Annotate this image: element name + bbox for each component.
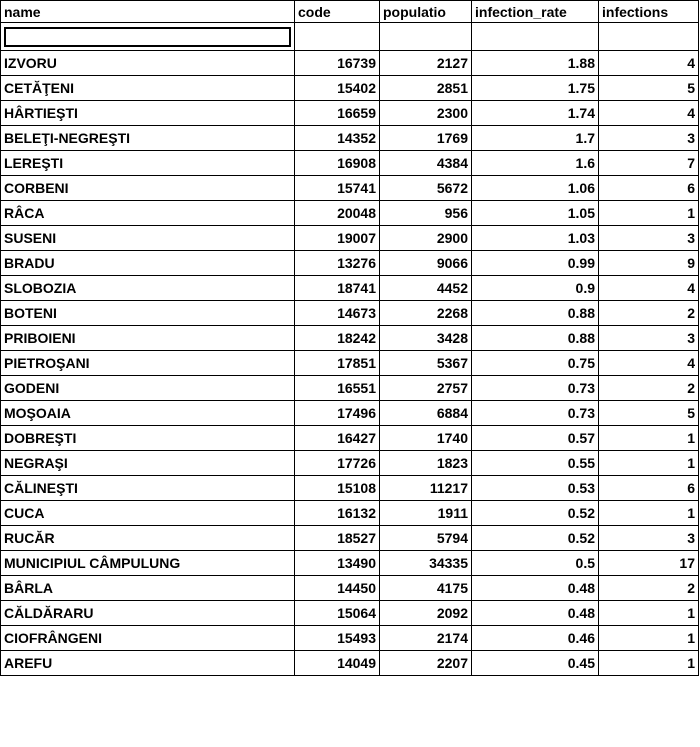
cell-infection-rate[interactable]: 1.74: [472, 101, 599, 126]
cell-infections[interactable]: 3: [599, 526, 699, 551]
cell-code[interactable]: 16132: [295, 501, 380, 526]
cell-infection-rate[interactable]: 0.75: [472, 351, 599, 376]
cell-infections[interactable]: 1: [599, 626, 699, 651]
cell-infection-rate[interactable]: 1.7: [472, 126, 599, 151]
table-row: [1, 51, 699, 76]
cell-infections[interactable]: 1: [599, 201, 699, 226]
cell-infection-rate[interactable]: 0.5: [472, 551, 599, 576]
cell-population[interactable]: 2174: [380, 626, 472, 651]
cell-code[interactable]: 16908: [295, 151, 380, 176]
cell-population[interactable]: 5672: [380, 176, 472, 201]
cell-infections[interactable]: 1: [599, 501, 699, 526]
cell-name[interactable]: CORBENI: [1, 176, 295, 201]
cell-infection-rate[interactable]: 0.55: [472, 451, 599, 476]
cell-infection-rate[interactable]: 0.73: [472, 401, 599, 426]
cell-population[interactable]: 5367: [380, 351, 472, 376]
column-header-name[interactable]: name: [1, 1, 295, 23]
cell-infection-rate[interactable]: 0.99: [472, 251, 599, 276]
table-row: [1, 351, 699, 376]
cell-name[interactable]: PRIBOIENI: [1, 326, 295, 351]
cell-code[interactable]: 17496: [295, 401, 380, 426]
cell-code[interactable]: 19007: [295, 226, 380, 251]
table-row: [1, 126, 699, 151]
cell-population[interactable]: 2300: [380, 101, 472, 126]
table-row: [1, 376, 699, 401]
table-row: [1, 251, 699, 276]
cell-code[interactable]: 18741: [295, 276, 380, 301]
cell-name[interactable]: RUCĂR: [1, 526, 295, 551]
empty-cell[interactable]: [295, 23, 380, 51]
cell-name[interactable]: MOŞOAIA: [1, 401, 295, 426]
cell-name[interactable]: SLOBOZIA: [1, 276, 295, 301]
cell-infection-rate[interactable]: 1.06: [472, 176, 599, 201]
cell-code[interactable]: 15108: [295, 476, 380, 501]
table-row: [1, 626, 699, 651]
cell-code[interactable]: 14450: [295, 576, 380, 601]
cell-code[interactable]: 15402: [295, 76, 380, 101]
cell-infections[interactable]: 1: [599, 426, 699, 451]
cell-infection-rate[interactable]: 1.6: [472, 151, 599, 176]
cell-infections[interactable]: 1: [599, 651, 699, 676]
cell-population[interactable]: 6884: [380, 401, 472, 426]
cell-infection-rate[interactable]: 0.53: [472, 476, 599, 501]
cell-population[interactable]: 2127: [380, 51, 472, 76]
cell-name[interactable]: BOTENI: [1, 301, 295, 326]
cell-infections[interactable]: 5: [599, 76, 699, 101]
cell-infections[interactable]: 2: [599, 576, 699, 601]
cell-infection-rate[interactable]: 0.45: [472, 651, 599, 676]
table-row: [1, 326, 699, 351]
cell-infection-rate[interactable]: 0.57: [472, 426, 599, 451]
cell-population[interactable]: 4384: [380, 151, 472, 176]
column-header-population[interactable]: populatio: [380, 1, 472, 23]
table-row: [1, 576, 699, 601]
cell-name[interactable]: CUCA: [1, 501, 295, 526]
cell-code[interactable]: 18242: [295, 326, 380, 351]
cell-name[interactable]: CIOFRÂNGENI: [1, 626, 295, 651]
table-row: [1, 276, 699, 301]
cell-infection-rate[interactable]: 0.73: [472, 376, 599, 401]
column-header-infection-rate[interactable]: infection_rate: [472, 1, 599, 23]
cell-name[interactable]: HÂRTIEŞTI: [1, 101, 295, 126]
cell-population[interactable]: 1769: [380, 126, 472, 151]
table-row: [1, 451, 699, 476]
cell-infections[interactable]: 2: [599, 376, 699, 401]
table-row: [1, 501, 699, 526]
cell-infection-rate[interactable]: 0.48: [472, 601, 599, 626]
empty-cell[interactable]: [599, 23, 699, 51]
cell-name[interactable]: LEREŞTI: [1, 151, 295, 176]
table-row: [1, 151, 699, 176]
cell-code[interactable]: 15741: [295, 176, 380, 201]
cell-code[interactable]: 13276: [295, 251, 380, 276]
cell-code[interactable]: 16551: [295, 376, 380, 401]
cell-infections[interactable]: 2: [599, 301, 699, 326]
cell-infection-rate[interactable]: 1.88: [472, 51, 599, 76]
empty-cell[interactable]: [380, 23, 472, 51]
cell-population[interactable]: 4175: [380, 576, 472, 601]
cell-population[interactable]: 5794: [380, 526, 472, 551]
cell-infections[interactable]: 9: [599, 251, 699, 276]
table-row: [1, 176, 699, 201]
header-row: [1, 1, 699, 23]
cell-name[interactable]: CETĂŢENI: [1, 76, 295, 101]
cell-code[interactable]: 20048: [295, 201, 380, 226]
cell-infection-rate[interactable]: 1.05: [472, 201, 599, 226]
cell-code[interactable]: 14673: [295, 301, 380, 326]
cell-infections[interactable]: 4: [599, 351, 699, 376]
cell-infection-rate[interactable]: 0.9: [472, 276, 599, 301]
cell-infection-rate[interactable]: 0.46: [472, 626, 599, 651]
cell-code[interactable]: 14352: [295, 126, 380, 151]
cell-infection-rate[interactable]: 0.88: [472, 301, 599, 326]
cell-infections[interactable]: 5: [599, 401, 699, 426]
cell-population[interactable]: 2851: [380, 76, 472, 101]
cell-code[interactable]: 17851: [295, 351, 380, 376]
cell-infections[interactable]: 3: [599, 226, 699, 251]
table-row: [1, 551, 699, 576]
cell-infection-rate[interactable]: 0.88: [472, 326, 599, 351]
cell-infections[interactable]: 3: [599, 326, 699, 351]
cell-infections[interactable]: 17: [599, 551, 699, 576]
cell-name[interactable]: BRADU: [1, 251, 295, 276]
cell-name[interactable]: NEGRAŞI: [1, 451, 295, 476]
cell-name[interactable]: DOBREŞTI: [1, 426, 295, 451]
cell-population[interactable]: 34335: [380, 551, 472, 576]
table-row: [1, 401, 699, 426]
cell-infections[interactable]: 4: [599, 51, 699, 76]
cell-code[interactable]: 16739: [295, 51, 380, 76]
selected-cell[interactable]: [1, 23, 295, 51]
table-row: [1, 301, 699, 326]
cell-code[interactable]: 17726: [295, 451, 380, 476]
column-header-code[interactable]: code: [295, 1, 380, 23]
cell-population[interactable]: 3428: [380, 326, 472, 351]
cell-name[interactable]: CĂLINEŞTI: [1, 476, 295, 501]
cell-infection-rate[interactable]: 1.75: [472, 76, 599, 101]
cell-population[interactable]: 2268: [380, 301, 472, 326]
cell-code[interactable]: 15493: [295, 626, 380, 651]
table-row: [1, 476, 699, 501]
cell-infection-rate[interactable]: 0.52: [472, 501, 599, 526]
cell-infections[interactable]: 7: [599, 151, 699, 176]
cell-name[interactable]: PIETROŞANI: [1, 351, 295, 376]
cell-population[interactable]: 4452: [380, 276, 472, 301]
table-row: [1, 526, 699, 551]
cell-code[interactable]: 13490: [295, 551, 380, 576]
cell-name[interactable]: SUSENI: [1, 226, 295, 251]
cell-code[interactable]: 16659: [295, 101, 380, 126]
table-row: [1, 601, 699, 626]
cell-name[interactable]: MUNICIPIUL CÂMPULUNG: [1, 551, 295, 576]
cell-name[interactable]: BELEŢI-NEGREŞTI: [1, 126, 295, 151]
cell-name[interactable]: RÂCA: [1, 201, 295, 226]
cell-code[interactable]: 18527: [295, 526, 380, 551]
cell-infections[interactable]: 4: [599, 101, 699, 126]
table-row: [1, 201, 699, 226]
cell-name[interactable]: AREFU: [1, 651, 295, 676]
table-row: [1, 226, 699, 251]
cell-infections[interactable]: 6: [599, 476, 699, 501]
cell-infections[interactable]: 3: [599, 126, 699, 151]
filter-row: [1, 23, 699, 51]
cell-infection-rate[interactable]: 0.52: [472, 526, 599, 551]
cell-population[interactable]: 1740: [380, 426, 472, 451]
cell-population[interactable]: 2900: [380, 226, 472, 251]
table-row: [1, 101, 699, 126]
cell-code[interactable]: 14049: [295, 651, 380, 676]
cell-name[interactable]: GODENI: [1, 376, 295, 401]
cell-population[interactable]: 956: [380, 201, 472, 226]
cell-infections[interactable]: 4: [599, 276, 699, 301]
cell-input[interactable]: [4, 27, 291, 47]
cell-population[interactable]: 1911: [380, 501, 472, 526]
cell-population[interactable]: 1823: [380, 451, 472, 476]
cell-population[interactable]: 2757: [380, 376, 472, 401]
cell-name[interactable]: IZVORU: [1, 51, 295, 76]
empty-cell[interactable]: [472, 23, 599, 51]
cell-population[interactable]: 9066: [380, 251, 472, 276]
cell-code[interactable]: 15064: [295, 601, 380, 626]
cell-code[interactable]: 16427: [295, 426, 380, 451]
cell-population[interactable]: 2207: [380, 651, 472, 676]
table-row: [1, 76, 699, 101]
cell-name[interactable]: BÂRLA: [1, 576, 295, 601]
cell-infections[interactable]: 1: [599, 601, 699, 626]
cell-name[interactable]: CĂLDĂRARU: [1, 601, 295, 626]
cell-infections[interactable]: 6: [599, 176, 699, 201]
cell-infection-rate[interactable]: 0.48: [472, 576, 599, 601]
cell-population[interactable]: 2092: [380, 601, 472, 626]
cell-infections[interactable]: 1: [599, 451, 699, 476]
table-row: [1, 651, 699, 676]
cell-population[interactable]: 11217: [380, 476, 472, 501]
column-header-infections[interactable]: infections: [599, 1, 699, 23]
table-row: [1, 426, 699, 451]
cell-infection-rate[interactable]: 1.03: [472, 226, 599, 251]
